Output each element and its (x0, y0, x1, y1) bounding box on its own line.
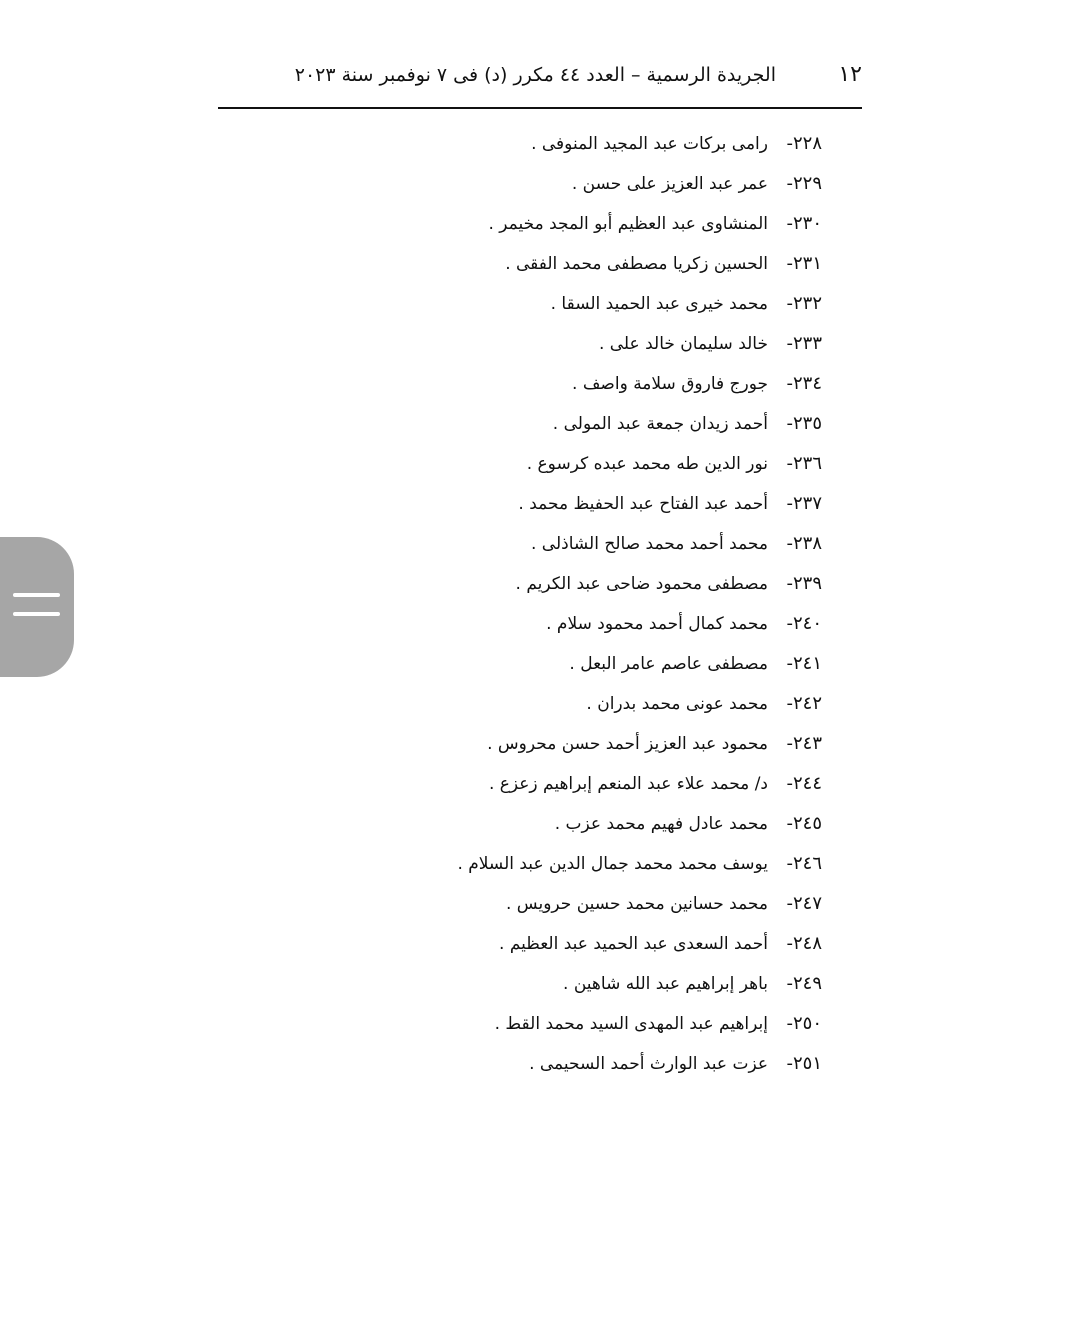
item-text: د/ محمد علاء عبد المنعم إبراهيم زعزع . (488, 774, 768, 794)
item-text: مصطفى عاصم عامر البعل . (569, 654, 768, 674)
list-item (457, 964, 822, 1004)
item-text: المنشاوى عبد العظيم أبو المجد مخيمر . (488, 214, 768, 234)
item-number: ٢٣٨- (786, 533, 822, 554)
item-number: ٢٤٠- (786, 613, 822, 634)
item-text: خالد سليمان خالد على . (598, 334, 768, 354)
list-item (457, 1044, 822, 1084)
item-number: ٢٣٣- (786, 333, 822, 354)
item-text: أحمد السعدى عبد الحميد عبد العظيم . (499, 934, 768, 954)
item-text: عمر عبد العزيز على حسن . (571, 174, 768, 194)
item-text: مصطفى محمود ضاحى عبد الكريم . (515, 574, 768, 594)
item-number: ٢٢٨- (786, 133, 822, 154)
item-text: محمد حسانين محمد حسين حرويس . (506, 894, 768, 914)
list-item (457, 364, 822, 404)
list-item (457, 404, 822, 444)
item-number: ٢٤٣- (786, 733, 822, 754)
item-text: محمد أحمد محمد صالح الشاذلى . (530, 534, 768, 554)
list-item (457, 124, 822, 164)
item-number: ٢٢٩- (786, 173, 822, 194)
item-text: أحمد عبد الفتاح عبد الحفيظ محمد . (518, 494, 768, 514)
item-number: ٢٤١- (786, 653, 822, 674)
item-number: ٢٤٧- (786, 893, 822, 914)
list-item (457, 524, 822, 564)
list-item (457, 204, 822, 244)
item-number: ٢٣١- (786, 253, 822, 274)
list-item (457, 924, 822, 964)
item-number: ٢٤٨- (786, 933, 822, 954)
list-item (457, 564, 822, 604)
item-text: محمد كمال أحمد محمود سلام . (546, 614, 768, 634)
list-item (457, 644, 822, 684)
list-item (457, 764, 822, 804)
list-item (457, 244, 822, 284)
item-number: ٢٤٤- (786, 773, 822, 794)
page-header (218, 60, 862, 96)
item-text: نور الدين طه محمد عبده كرسوع . (526, 454, 768, 474)
list-item (457, 1004, 822, 1044)
item-text: محمود عبد العزيز أحمد حسن محروس . (487, 734, 768, 754)
item-text: محمد عونى محمد بدران . (586, 694, 768, 714)
header-divider (218, 107, 862, 109)
item-text: جورج فاروق سلامة واصف . (572, 374, 768, 394)
item-number: ٢٣٥- (786, 413, 822, 434)
list-item (457, 684, 822, 724)
item-number: ٢٤٦- (786, 853, 822, 874)
list-item (457, 884, 822, 924)
name-list (457, 124, 822, 1084)
item-text: رامى بركات عبد المجيد المنوفى . (531, 134, 768, 154)
list-item (457, 724, 822, 764)
item-text: أحمد زيدان جمعة عبد المولى . (552, 414, 768, 434)
item-number: ٢٣٢- (786, 293, 822, 314)
item-number: ٢٣٤- (786, 373, 822, 394)
item-number: ٢٤٢- (786, 693, 822, 714)
item-text: باهر إبراهيم عبد الله شاهين . (563, 974, 768, 994)
list-item (457, 604, 822, 644)
item-number: ٢٥١- (786, 1053, 822, 1074)
menu-lines-icon[interactable] (13, 593, 60, 619)
list-item (457, 844, 822, 884)
item-number: ٢٣٩- (786, 573, 822, 594)
item-number: ٢٤٥- (786, 813, 822, 834)
list-item (457, 324, 822, 364)
item-number: ٢٥٠- (786, 1013, 822, 1034)
list-item (457, 484, 822, 524)
item-text: يوسف محمد محمد جمال الدين عبد السلام . (457, 854, 768, 874)
list-item (457, 164, 822, 204)
page-number: ١٢ (838, 62, 862, 87)
item-text: محمد خيرى عبد الحميد السقا . (550, 294, 768, 314)
list-item (457, 284, 822, 324)
menu-line (13, 593, 60, 597)
list-item (457, 804, 822, 844)
item-number: ٢٣٧- (786, 493, 822, 514)
item-number: ٢٤٩- (786, 973, 822, 994)
item-text: محمد عادل فهيم محمد عزب . (554, 814, 768, 834)
item-number: ٢٣٦- (786, 453, 822, 474)
header-title: الجريدة الرسمية – العدد ٤٤ مكرر (د) فى ٧ نوفمبر سنة ٢٠٢٣ (294, 64, 776, 86)
item-text: إبراهيم عبد المهدى السيد محمد القط . (494, 1014, 768, 1034)
item-text: الحسين زكريا مصطفى محمد الفقى . (505, 254, 768, 274)
list-item (457, 444, 822, 484)
menu-line (13, 612, 60, 616)
item-number: ٢٣٠- (786, 213, 822, 234)
item-text: عزت عبد الوارث أحمد السحيمى . (529, 1054, 768, 1074)
